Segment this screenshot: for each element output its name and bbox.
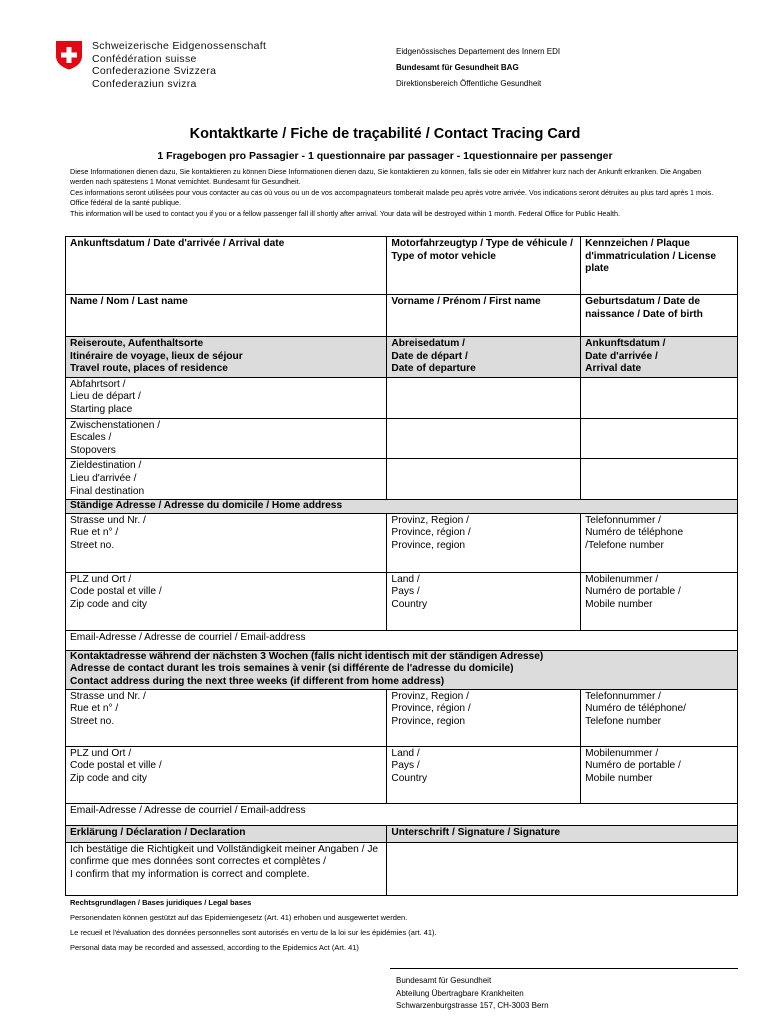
home-country-field[interactable]	[387, 572, 581, 630]
stopovers-departure-cell[interactable]	[387, 418, 581, 459]
arrival-date-de: Ankunftsdatum /	[585, 338, 666, 349]
final-destination-de: Zieldestination /	[70, 460, 142, 472]
home-email-field[interactable]: Email-Adresse / Adresse de courriel / Email-address	[66, 630, 738, 650]
home-telephone-de: Telefonnummer /	[585, 514, 662, 526]
home-country-fr: Pays /	[391, 586, 420, 598]
contact-province-field[interactable]	[387, 689, 581, 746]
footer-office: Bundesamt für Gesundheit	[396, 976, 492, 985]
contact-street-de: Strasse und Nr. /	[70, 690, 146, 702]
arrival-date-en: Arrival date	[585, 363, 642, 375]
home-street-fr: Rue et n° /	[70, 527, 119, 539]
footer-divider	[390, 968, 738, 969]
division-name: Direktionsbereich Öffentliche Gesundheit	[396, 79, 542, 88]
contact-country-en: Country	[391, 772, 428, 784]
vehicle-type-field[interactable]: Motorfahrzeugtyp / Type de véhicule / Type of motor vehicle	[387, 237, 581, 295]
contact-country-field[interactable]	[387, 746, 581, 803]
contact-telephone-fr: Numéro de téléphone/	[585, 703, 686, 715]
departure-date-header	[387, 337, 581, 378]
starting-place-fr: Lieu de départ /	[70, 391, 141, 403]
contact-country-de: Land /	[391, 747, 420, 759]
route-header	[66, 337, 387, 378]
stopovers-en: Stopovers	[70, 444, 116, 456]
contact-mobile-fr: Numéro de portable /	[585, 760, 681, 772]
agency-names	[92, 40, 266, 90]
contact-street-fr: Rue et n° /	[70, 703, 119, 715]
home-address-header: Ständige Adresse / Adresse du domicile / Home address	[66, 500, 738, 514]
swiss-cross-icon	[54, 40, 84, 70]
contact-address-header-en: Contact address during the next three weeks (if different from home address)	[70, 675, 445, 687]
final-destination-fr: Lieu d'arrivée /	[70, 472, 137, 484]
contact-email-field[interactable]: Email-Adresse / Adresse de courriel / Email-address	[66, 803, 738, 825]
final-destination-en: Final destination	[70, 485, 145, 497]
home-country-en: Country	[391, 598, 428, 610]
arrival-date-field[interactable]: Ankunftsdatum / Date d'arrivée / Arrival date	[66, 237, 387, 295]
legal-bases	[70, 895, 730, 955]
department-block	[396, 44, 560, 92]
stopovers-fr: Escales /	[70, 432, 112, 444]
final-destination-departure-cell[interactable]	[387, 459, 581, 500]
first-name-field[interactable]: Vorname / Prénom / First name	[387, 295, 581, 337]
starting-place-arrival-cell[interactable]	[581, 377, 738, 418]
intro-text	[70, 167, 720, 220]
home-country-de: Land /	[391, 573, 420, 585]
office-name: Bundesamt für Gesundheit BAG	[396, 63, 519, 72]
route-arrival-date-header	[581, 337, 738, 378]
contact-zip-en: Zip code and city	[70, 772, 148, 784]
departure-date-fr: Date de départ /	[391, 350, 468, 362]
home-mobile-field[interactable]	[581, 572, 738, 630]
legal-heading: Rechtsgrundlagen / Bases juridiques / Legal bases	[70, 898, 252, 907]
birth-date-field[interactable]: Geburtsdatum / Date de naissance / Date of birth	[581, 295, 738, 337]
home-mobile-de: Mobilenummer /	[585, 573, 659, 585]
home-street-field[interactable]	[66, 513, 387, 572]
contact-address-header	[66, 650, 738, 689]
home-telephone-en: /Telefone number	[585, 539, 664, 551]
declaration-text-de-fr: Ich bestätige die Richtigkeit und Vollständigkeit meiner Angaben / Je confirme que mes données sont correctes et complètes /	[70, 843, 379, 868]
starting-place-departure-cell[interactable]	[387, 377, 581, 418]
contact-address-header-de: Kontaktadresse während der nächsten 3 Wochen (falls nicht identisch mit der ständigen Adresse)	[70, 650, 544, 662]
contact-street-en: Street no.	[70, 715, 115, 727]
contact-telephone-de: Telefonnummer /	[585, 690, 662, 702]
intro-de: Diese Informationen dienen dazu, Sie kontaktieren zu können Diese Informationen dienen dazu, Sie kontaktieren zu können, falls sie oder ein Mitfahrer kurz nach der Ankunft erkranken. Die Angaben werden nach spätestens 1 Monat vernichtet. Bundesamt für Gesundheit.	[70, 167, 702, 186]
home-zip-en: Zip code and city	[70, 598, 148, 610]
page-title: Kontaktkarte / Fiche de traçabilité / Contact Tracing Card	[189, 126, 581, 142]
home-street-de: Strasse und Nr. /	[70, 514, 146, 526]
home-province-fr: Province, région /	[391, 527, 471, 539]
home-province-en: Province, region	[391, 539, 466, 551]
home-province-field[interactable]	[387, 513, 581, 572]
contact-mobile-de: Mobilenummer /	[585, 747, 659, 759]
signature-header: Unterschrift / Signature / Signature	[387, 825, 738, 842]
contact-street-field[interactable]	[66, 689, 387, 746]
contact-form-table	[65, 236, 738, 896]
legal-line-fr: Le recueil et l'évaluation des données personnelles sont autorisés en vertu de la loi sur les épidémies (art. 41).	[70, 928, 437, 937]
contact-zip-field[interactable]	[66, 746, 387, 803]
declaration-header: Erklärung / Déclaration / Declaration	[66, 825, 387, 842]
contact-mobile-field[interactable]	[581, 746, 738, 803]
departure-date-de: Abreisedatum /	[391, 338, 466, 349]
home-street-en: Street no.	[70, 539, 115, 551]
contact-mobile-en: Mobile number	[585, 772, 653, 784]
contact-zip-fr: Code postal et ville /	[70, 760, 162, 772]
contact-address-header-fr: Adresse de contact durant les trois semaines à venir (si différente de l'adresse du domicile)	[70, 663, 514, 675]
stopovers-de: Zwischenstationen /	[70, 419, 161, 431]
contact-telephone-en: Telefone number	[585, 715, 662, 727]
home-zip-de: PLZ und Ort /	[70, 573, 132, 585]
route-header-fr: Itinéraire de voyage, lieux de séjour	[70, 350, 243, 362]
footer-division: Abteilung Übertragbare Krankheiten	[396, 988, 524, 998]
intro-en: This information will be used to contact you if you or a fellow passenger fall ill shortly after arrival. Your data will be destroyed within 1 month. Federal Office for Public Health.	[70, 209, 620, 218]
home-zip-field[interactable]	[66, 572, 387, 630]
contact-country-fr: Pays /	[391, 760, 420, 772]
agency-name-fr: Confédération suisse	[92, 52, 197, 65]
footer-address	[396, 975, 549, 1013]
starting-place-en: Starting place	[70, 403, 133, 415]
contact-telephone-field[interactable]	[581, 689, 738, 746]
starting-place-field[interactable]	[66, 377, 387, 418]
final-destination-arrival-cell[interactable]	[581, 459, 738, 500]
contact-zip-de: PLZ und Ort /	[70, 747, 132, 759]
starting-place-de: Abfahrtsort /	[70, 378, 126, 390]
stopovers-arrival-cell[interactable]	[581, 418, 738, 459]
contact-province-en: Province, region	[391, 715, 466, 727]
contact-province-de: Provinz, Region /	[391, 690, 469, 702]
departure-date-en: Date of departure	[391, 363, 476, 375]
home-mobile-en: Mobile number	[585, 598, 653, 610]
legal-line-de: Personendaten können gestützt auf das Epidemiengesetz (Art. 41) erhoben und ausgewertet werden.	[70, 913, 408, 922]
last-name-field[interactable]: Name / Nom / Last name	[66, 295, 387, 337]
intro-fr: Ces informations seront utilisées pour vous contacter au cas où vous ou un de vos accompagnateurs tomberait malade peu après votre arrivée. Vos indications seront détruites au plus tard après 1 mois. Office fédéral de la santé publique.	[70, 188, 714, 207]
stopovers-field[interactable]	[66, 418, 387, 459]
home-telephone-field[interactable]	[581, 513, 738, 572]
home-mobile-fr: Numéro de portable /	[585, 586, 681, 598]
agency-name-de: Schweizerische Eidgenossenschaft	[92, 40, 267, 52]
declaration-text	[66, 842, 387, 895]
declaration-text-en: I confirm that my information is correct and complete.	[70, 868, 310, 880]
route-header-de: Reiseroute, Aufenthaltsorte	[70, 338, 204, 349]
legal-line-en: Personal data may be recorded and assessed, according to the Epidemics Act (Art. 41)	[70, 943, 359, 952]
department-name: Eidgenössisches Departement des Innern EDI	[396, 47, 561, 56]
home-telephone-fr: Numéro de téléphone	[585, 527, 684, 539]
contact-province-fr: Province, région /	[391, 703, 471, 715]
final-destination-field[interactable]	[66, 459, 387, 500]
route-header-en: Travel route, places of residence	[70, 363, 228, 375]
agency-name-it: Confederazione Svizzera	[92, 65, 217, 78]
agency-name-rm: Confederaziun svizra	[92, 77, 197, 90]
arrival-date-fr: Date d'arrivée /	[585, 350, 658, 362]
home-zip-fr: Code postal et ville /	[70, 586, 162, 598]
footer-street: Schwarzenburgstrasse 157, CH-3003 Bern	[396, 1001, 549, 1010]
signature-field[interactable]	[387, 842, 738, 895]
home-province-de: Provinz, Region /	[391, 514, 469, 526]
page-subtitle: 1 Fragebogen pro Passagier - 1 questionnaire par passager - 1questionnaire per passenger	[157, 150, 613, 162]
license-plate-field[interactable]: Kennzeichen / Plaque d'immatriculation / License plate	[581, 237, 738, 295]
